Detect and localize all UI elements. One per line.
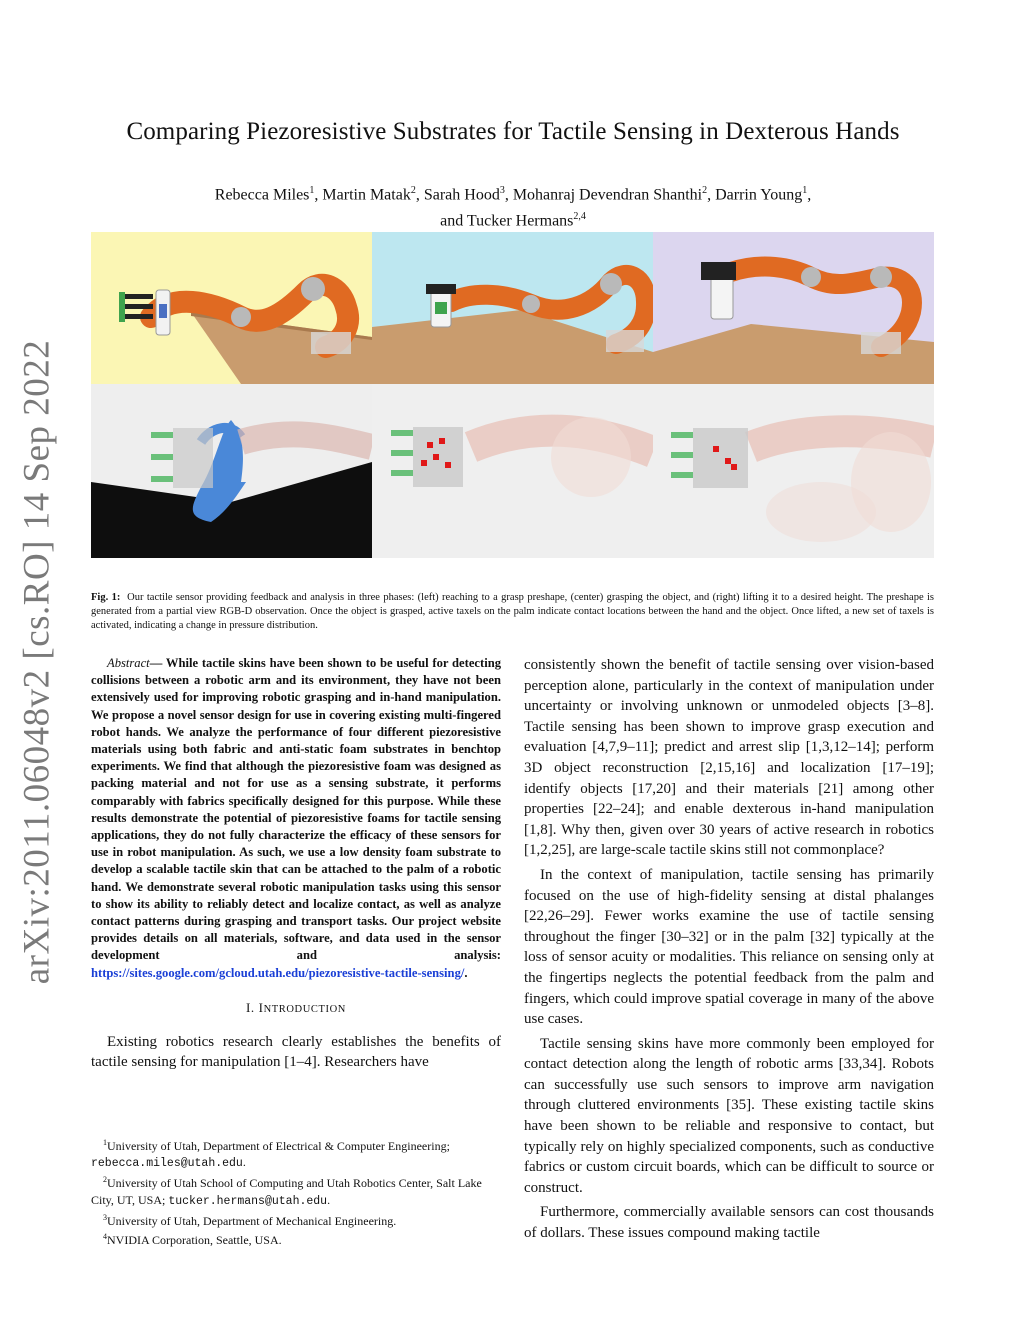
intro-paragraph: Existing robotics research clearly establishes the benefits of tactile sensing for manipulation [1–4]. Researchers have (91, 1033, 501, 1071)
author-name: Sarah Hood (423, 186, 500, 204)
author-last-aff: 2,4 (573, 211, 586, 223)
arxiv-stamp (8, 339, 66, 985)
footnote-mark: 3 (103, 1212, 107, 1222)
footnote (91, 1229, 501, 1248)
right-column (524, 655, 934, 1244)
author-affiliation: 1 (309, 185, 315, 196)
abstract-label: Abstract (107, 656, 150, 670)
render-grasp-taxels (372, 384, 653, 558)
author-affiliation: 2 (410, 185, 416, 196)
author-line-1: Rebecca Miles$^1$, Martin Matak$^2$, Sarah Hood$^3$, Mohanraj Devendran Shanthi$^2$, Darrin Young$^1$, (214, 185, 812, 204)
abstract-body: While tactile skins have been shown to be useful for detecting collisions between a robotic arm and its environment, they have not been extensively used for improving robotic grasping and in-hand manipulation. We propose a novel sensor design for use in covering existing multi-fingered robot hands. We analyze the performance of four different piezoresistive materials using both fabric and anti-static foam substrates in benchtop experiments. We find that although the piezoresistive foam was designed as packing material and not for use as a sensing substrate, it performs comparably with fabrics specifically designed for this purpose. While these results demonstrate the potential of piezoresistive foams for tactile sensing applications, they do not fully characterize the efficacy of these sensors for use in robot manipulation. As such, we use a low density foam substrate to develop a scalable tactile skin that can be attached to the palm of a robotic hand. We demonstrate several robotic manipulation tasks using this sensor to show its ability to reliably detect and localize contact, as well as analyze contact patterns during grasping and transport tasks. Our project website provides details on all materials, software, and data used in the sensor development and analysis: (91, 656, 501, 963)
author-affiliation: 1 (802, 185, 808, 196)
left-column (91, 655, 501, 1072)
footnote-text: NVIDIA Corporation, Seattle, USA. (107, 1233, 282, 1248)
abstract-dash: — (149, 656, 163, 670)
section-heading-introduction (91, 1000, 501, 1016)
section-first-letter: I (258, 999, 264, 1015)
render-reach-preshape (91, 384, 372, 558)
footnotes (91, 1135, 501, 1248)
figure-1-caption (91, 591, 934, 633)
author-name: Darrin Young (715, 186, 803, 204)
paragraph-manipulation: In the context of manipulation, tactile sensing has primarily focused on the use of high-fidelity sensing at distal phalanges [22,26–29]. Fewer works examine the use of tactile sensing throughout the finger [30–32] or in the palm [32] typically at the loss of sensor acuity or modalities. This reliance on sensing only at the fingertips neglects the potential feedback from the palm and fingers, which could improve spatial coverage in many of the above use cases. (524, 866, 934, 1028)
footnote-text: University of Utah, Department of Mechanical Engineering. (107, 1213, 397, 1228)
paragraph-tactile-skins: Tactile sensing skins have more commonly been employed for contact detection along the length of robotic arms [33,34]. Robots can successfully use such sensors to improve arm navigation through cluttered environments [35]. These existing tactile skins have been shown to be reliable and responsive to contact, but typically rely on highly specialized components, such as conductive fabrics or custom circuit boards, which can be difficult to source or construct. (524, 1035, 934, 1196)
author-name: Mohanraj Devendran Shanthi (512, 186, 703, 204)
footnote-email: rebecca.miles@utah.edu (91, 1157, 243, 1171)
abstract-end: . (464, 965, 468, 980)
footnote: $^1$University of Utah, Department of Electrical & Computer Engineering; rebecca.miles@utah.edu. (91, 1138, 450, 1171)
author-affiliation: 3 (499, 185, 505, 196)
footnote-mark: 2 (103, 1175, 107, 1185)
figure-1-graphic (91, 232, 934, 558)
footnote (91, 1210, 501, 1229)
paragraph-continuation: consistently shown the benefit of tactile sensing over vision-based perception alone, particularly in the context of manipulation under uncertainty or involving unknown or unmodeled objects [3–8]. Tactile sensing has been shown to improve grasp execution and evaluation [4,7,9–11]; predict and arrest slip [1,3,12–14]; perform 3D object reconstruction [2,15,16] and localization [17–19]; identify objects [17,20] and their materials [21] among other properties [22–24]; and enable dexterous in-hand manipulation [1,8]. Why then, given over 30 years of active research in robotics [1,2,25], are large-scale tactile skins still not commonplace? (524, 657, 934, 859)
paper-title: Comparing Piezoresistive Substrates for Tactile Sensing in Dexterous Hands (126, 118, 900, 145)
author-name: Rebecca Miles (214, 186, 310, 204)
render-lift-taxels (653, 384, 934, 558)
caption-label: Fig. 1: (91, 592, 121, 603)
footnote: $^2$University of Utah School of Computing and Utah Robotics Center, Salt Lake City, UT, USA; tucker.hermans@utah.edu. (91, 1175, 482, 1208)
footnote-text: University of Utah, Department of Electrical & Computer Engineering; (107, 1139, 450, 1153)
arxiv-id: arXiv:2011.06048v2 [cs.RO] 14 Sep 2022 (16, 339, 58, 985)
photo-grasp-object (372, 232, 653, 384)
photo-reach-preshape (91, 232, 372, 384)
paragraph-cost: Furthermore, commercially available sensors can cost thousands of dollars. These issues compound making tactile (524, 1204, 934, 1242)
section-number: I. (245, 999, 255, 1015)
footnote-mark: 1 (103, 1138, 107, 1147)
section-rest: NTRODUCTION (263, 1003, 346, 1015)
author-list (90, 180, 936, 233)
author-name: Martin Matak (322, 186, 411, 204)
footnote-mark: 4 (103, 1232, 107, 1242)
footnote-email: tucker.hermans@utah.edu (168, 1194, 328, 1208)
footnote-text: University of Utah School of Computing and Utah Robotics Center, Salt Lake City, UT, USA; (91, 1176, 482, 1207)
author-last: and Tucker Hermans (440, 212, 574, 230)
project-website-link[interactable]: https://sites.google.com/gcloud.utah.edu/piezoresistive-tactile-sensing/ (91, 965, 465, 980)
caption-text: Our tactile sensor providing feedback and analysis in three phases: (left) reaching to a grasp preshape, (center) grasping the object, and (right) lifting it to a desired height. The preshape is generated from a partial view RGB-D observation. Once the object is grasped, active taxels on the palm indicate contact locations between the hand and the object. Once lifted, a new set of taxels is activated, indicating a change in pressure distribution. (91, 592, 935, 631)
figure-1 (91, 232, 934, 558)
author-line-2 (90, 206, 936, 232)
author-affiliation: 2 (702, 185, 708, 196)
abstract (91, 655, 501, 982)
photo-lift-object (653, 232, 934, 384)
